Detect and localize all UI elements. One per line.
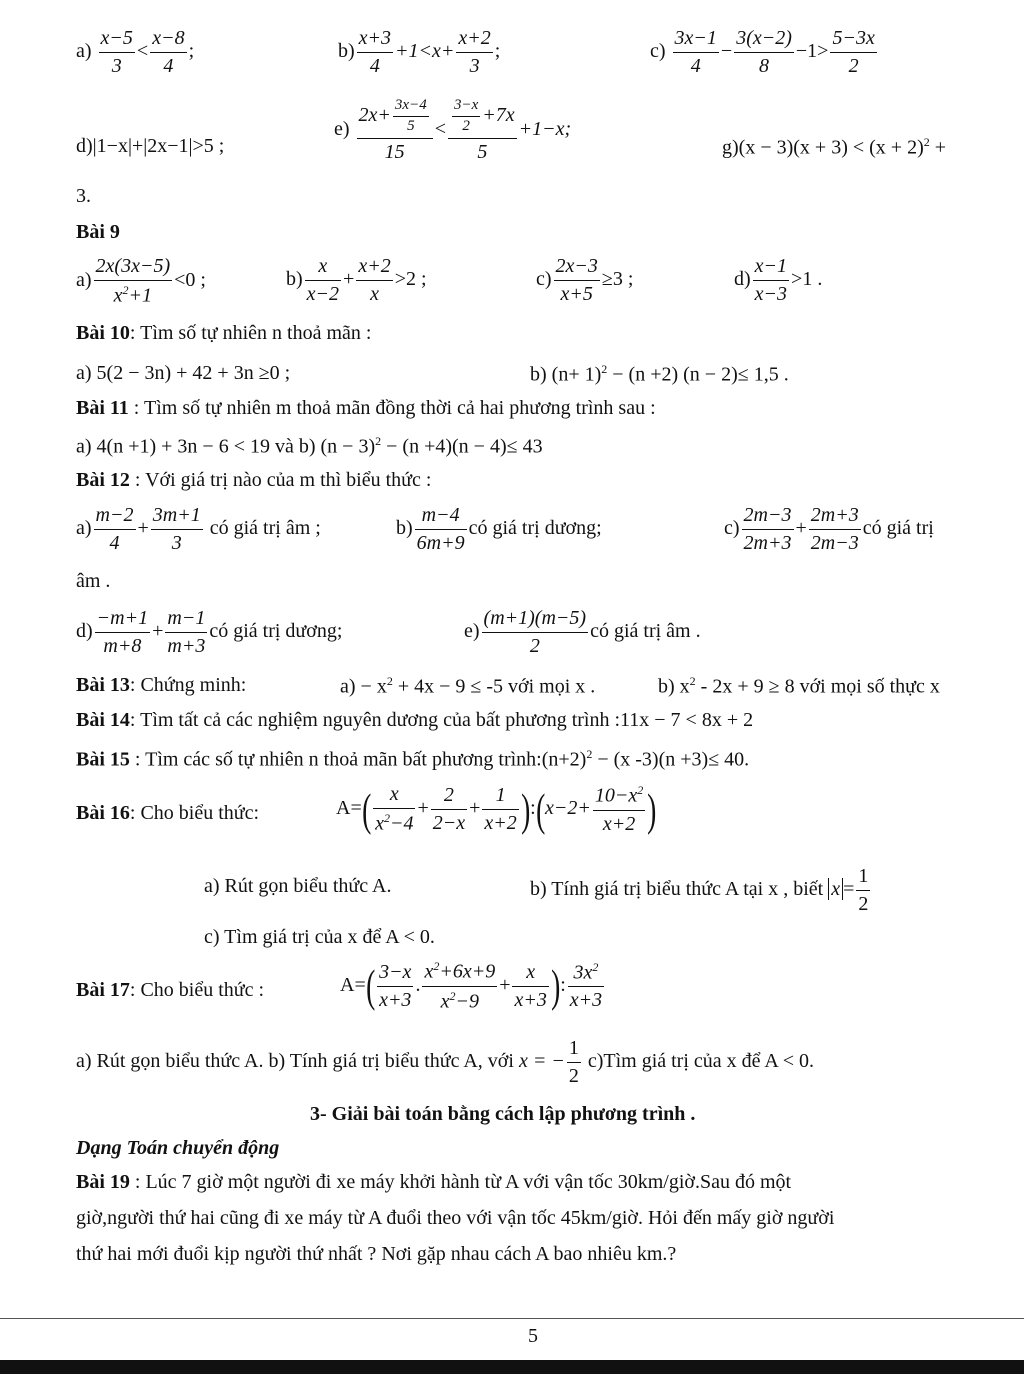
bai12-c-cont: âm . [76, 570, 111, 592]
bai17-expression: A=( $\frac{3-x}{x+3}$ . $\frac{x^2+6x+9}{x^2-9}$ + $\frac{x}{x+3}$ ): $\frac{3x^2}{x+3}$ [340, 959, 603, 1013]
page-number: 5 [528, 1325, 538, 1347]
bai16-expression: A=( $\frac{x}{x^2-4}$ + $\frac{2}{2-x}$ + $\frac{1}{x+2}$ ):(x−2+ $\frac{10-x^2}{x+2}$ ) [336, 783, 657, 835]
heading-bai-15: Bài 15 : Tìm các số tự nhiên n thoả mãn bất phương $trình:(n+2)^2 - (x$ -3)(n +3)≤ 40. [76, 747, 750, 771]
bai12-a: a) $\frac{m-2}{4}$ + $\frac{3m+1}{3}$ có giá trị âm ; [76, 504, 321, 554]
compound-fraction: 2x+ $\frac{3x-4}{5}$ 15 [357, 98, 433, 163]
bai10-a: a) 5(2 − 3n) + 42 + 3n ≥0 ; [76, 362, 291, 384]
heading-bai-14: Bài 14: Tìm tất cả các nghiệm nguyên dương của bất phương trình :11x − 7 < 8x + 2 [76, 709, 754, 731]
heading-bai-9: Bài 9 [76, 221, 120, 243]
bai19-line-3: thứ hai mới đuổi kịp người thứ nhất ? Nơi gặp nhau cách A bao nhiêu km.? [76, 1243, 677, 1265]
exercise-b-row1: b) $\frac{x+3}{4}$ +1<x+ $\frac{x+2}{3}$ ; [338, 27, 501, 77]
bai16-c: c) Tìm giá trị của x để A < 0. [204, 926, 435, 948]
section-title: 3- Giải bài toán bằng cách lập phương trình . [310, 1103, 696, 1125]
fraction: $\frac{x-5}{3}$ [100, 27, 133, 77]
bai9-b: b) $\frac{x}{x-2}$ + $\frac{x+2}{x}$ >2 ; [286, 255, 427, 305]
bai12-c: c) $\frac{2m-3}{2m+3}$ + $\frac{2m+3}{2m-3}$ có giá trị [724, 504, 934, 554]
exercise-e-row2: e) 2x+ $\frac{3x-4}{5}$ 15 < $\frac{3-x}{2}$ +7x 5 +1−x; [334, 97, 572, 163]
footer-rule [0, 1318, 1024, 1319]
heading-bai-11: Bài 11 : Tìm số tự nhiên m thoả mãn đồng thời cả hai phương trình sau : [76, 397, 656, 419]
exercise-a-row1: a) $\frac{x-5}{3}$ < $\frac{x-8}{4}$ ; [76, 27, 195, 77]
heading-bai-13: Bài 13: Chứng minh: [76, 674, 247, 696]
bai9-d: d) $\frac{x-1}{x-3}$ >1 . [734, 255, 823, 305]
heading-bai-10: Bài 10: Tìm số tự nhiên n thoả mãn : [76, 322, 372, 344]
bai12-b: b) $\frac{m-4}{6m+9}$ có giá trị dương; [396, 504, 602, 554]
section-subtitle: Dạng Toán chuyển động [76, 1137, 280, 1159]
bai13-b: b) $x^2 - 2x + 9 \ge 8$ với mọi số thực x [658, 674, 940, 698]
bai17-line: a) Rút gọn biểu thức A. b) Tính giá trị biểu thức A, với x = − $\frac{1}{2}$ c)Tìm giá trị của x để A < 0. [76, 1037, 815, 1087]
bottom-edge-bar [0, 1360, 1024, 1374]
bai9-c: c) $\frac{2x-3}{x+5}$ ≥3 ; [536, 255, 634, 305]
exercise-g-row2: $g)(x - 3)(x + 3) < (x + 2)^2$ + [722, 135, 947, 159]
bai19-line-2: giờ,người thứ hai cũng đi xe máy từ A đuổi theo với vận tốc 45km/giờ. Hỏi đến mấy giờ người [76, 1207, 835, 1229]
exercise-c-row1: c) $\frac{3x-1}{4}$ − $\frac{3(x-2)}{8}$ −1> $\frac{5-3x}{2}$ [650, 27, 875, 77]
fraction: $\frac{x-8}{4}$ [152, 27, 185, 77]
bai12-d: d) $\frac{-m+1}{m+8}$ + $\frac{m-1}{m+3}$ có giá trị dương; [76, 607, 343, 657]
bai19-line-1: Bài 19 : Lúc 7 giờ một người đi xe máy khởi hành từ A với vận tốc 30km/giờ.Sau đó một [76, 1171, 792, 1193]
bai16-a: a) Rút gọn biểu thức A. [204, 875, 392, 897]
heading-bai-16: Bài 16: Cho biểu thức: [76, 802, 260, 824]
continuation-text: 3. [76, 185, 91, 207]
exercise-d-row2: d)|1−x|+|2x−1|>5 ; [76, 135, 225, 157]
bai11-line: a) 4(n +1) + 3n − 6 < 19 và b) $(n - 3)^2 - (n +4)(n - 4)\le 43$ [76, 434, 543, 458]
bai9-a: a) $\frac{2x(3x-5)}{x^2+1}$ <0 ; [76, 255, 206, 307]
bai10-b: b) $(n+ 1)^2 - (n +2)$ (n − 2)≤ 1,5 . [530, 362, 789, 386]
compound-fraction: $\frac{3-x}{2}$ +7x 5 [448, 98, 517, 163]
heading-bai-17: Bài 17: Cho biểu thức : [76, 979, 265, 1001]
heading-bai-12: Bài 12 : Với giá trị nào của m thì biểu thức : [76, 469, 432, 491]
bai13-a: $a) - x^2 + 4x - 9 \le -5$ với mọi x . [340, 674, 596, 698]
bai12-e: e) $\frac{(m+1)(m-5)}{2}$ có giá trị âm . [464, 607, 701, 657]
bai16-b: b) Tính giá trị biểu thức A tại x , biết x = $\frac{1}{2}$ [530, 865, 869, 915]
